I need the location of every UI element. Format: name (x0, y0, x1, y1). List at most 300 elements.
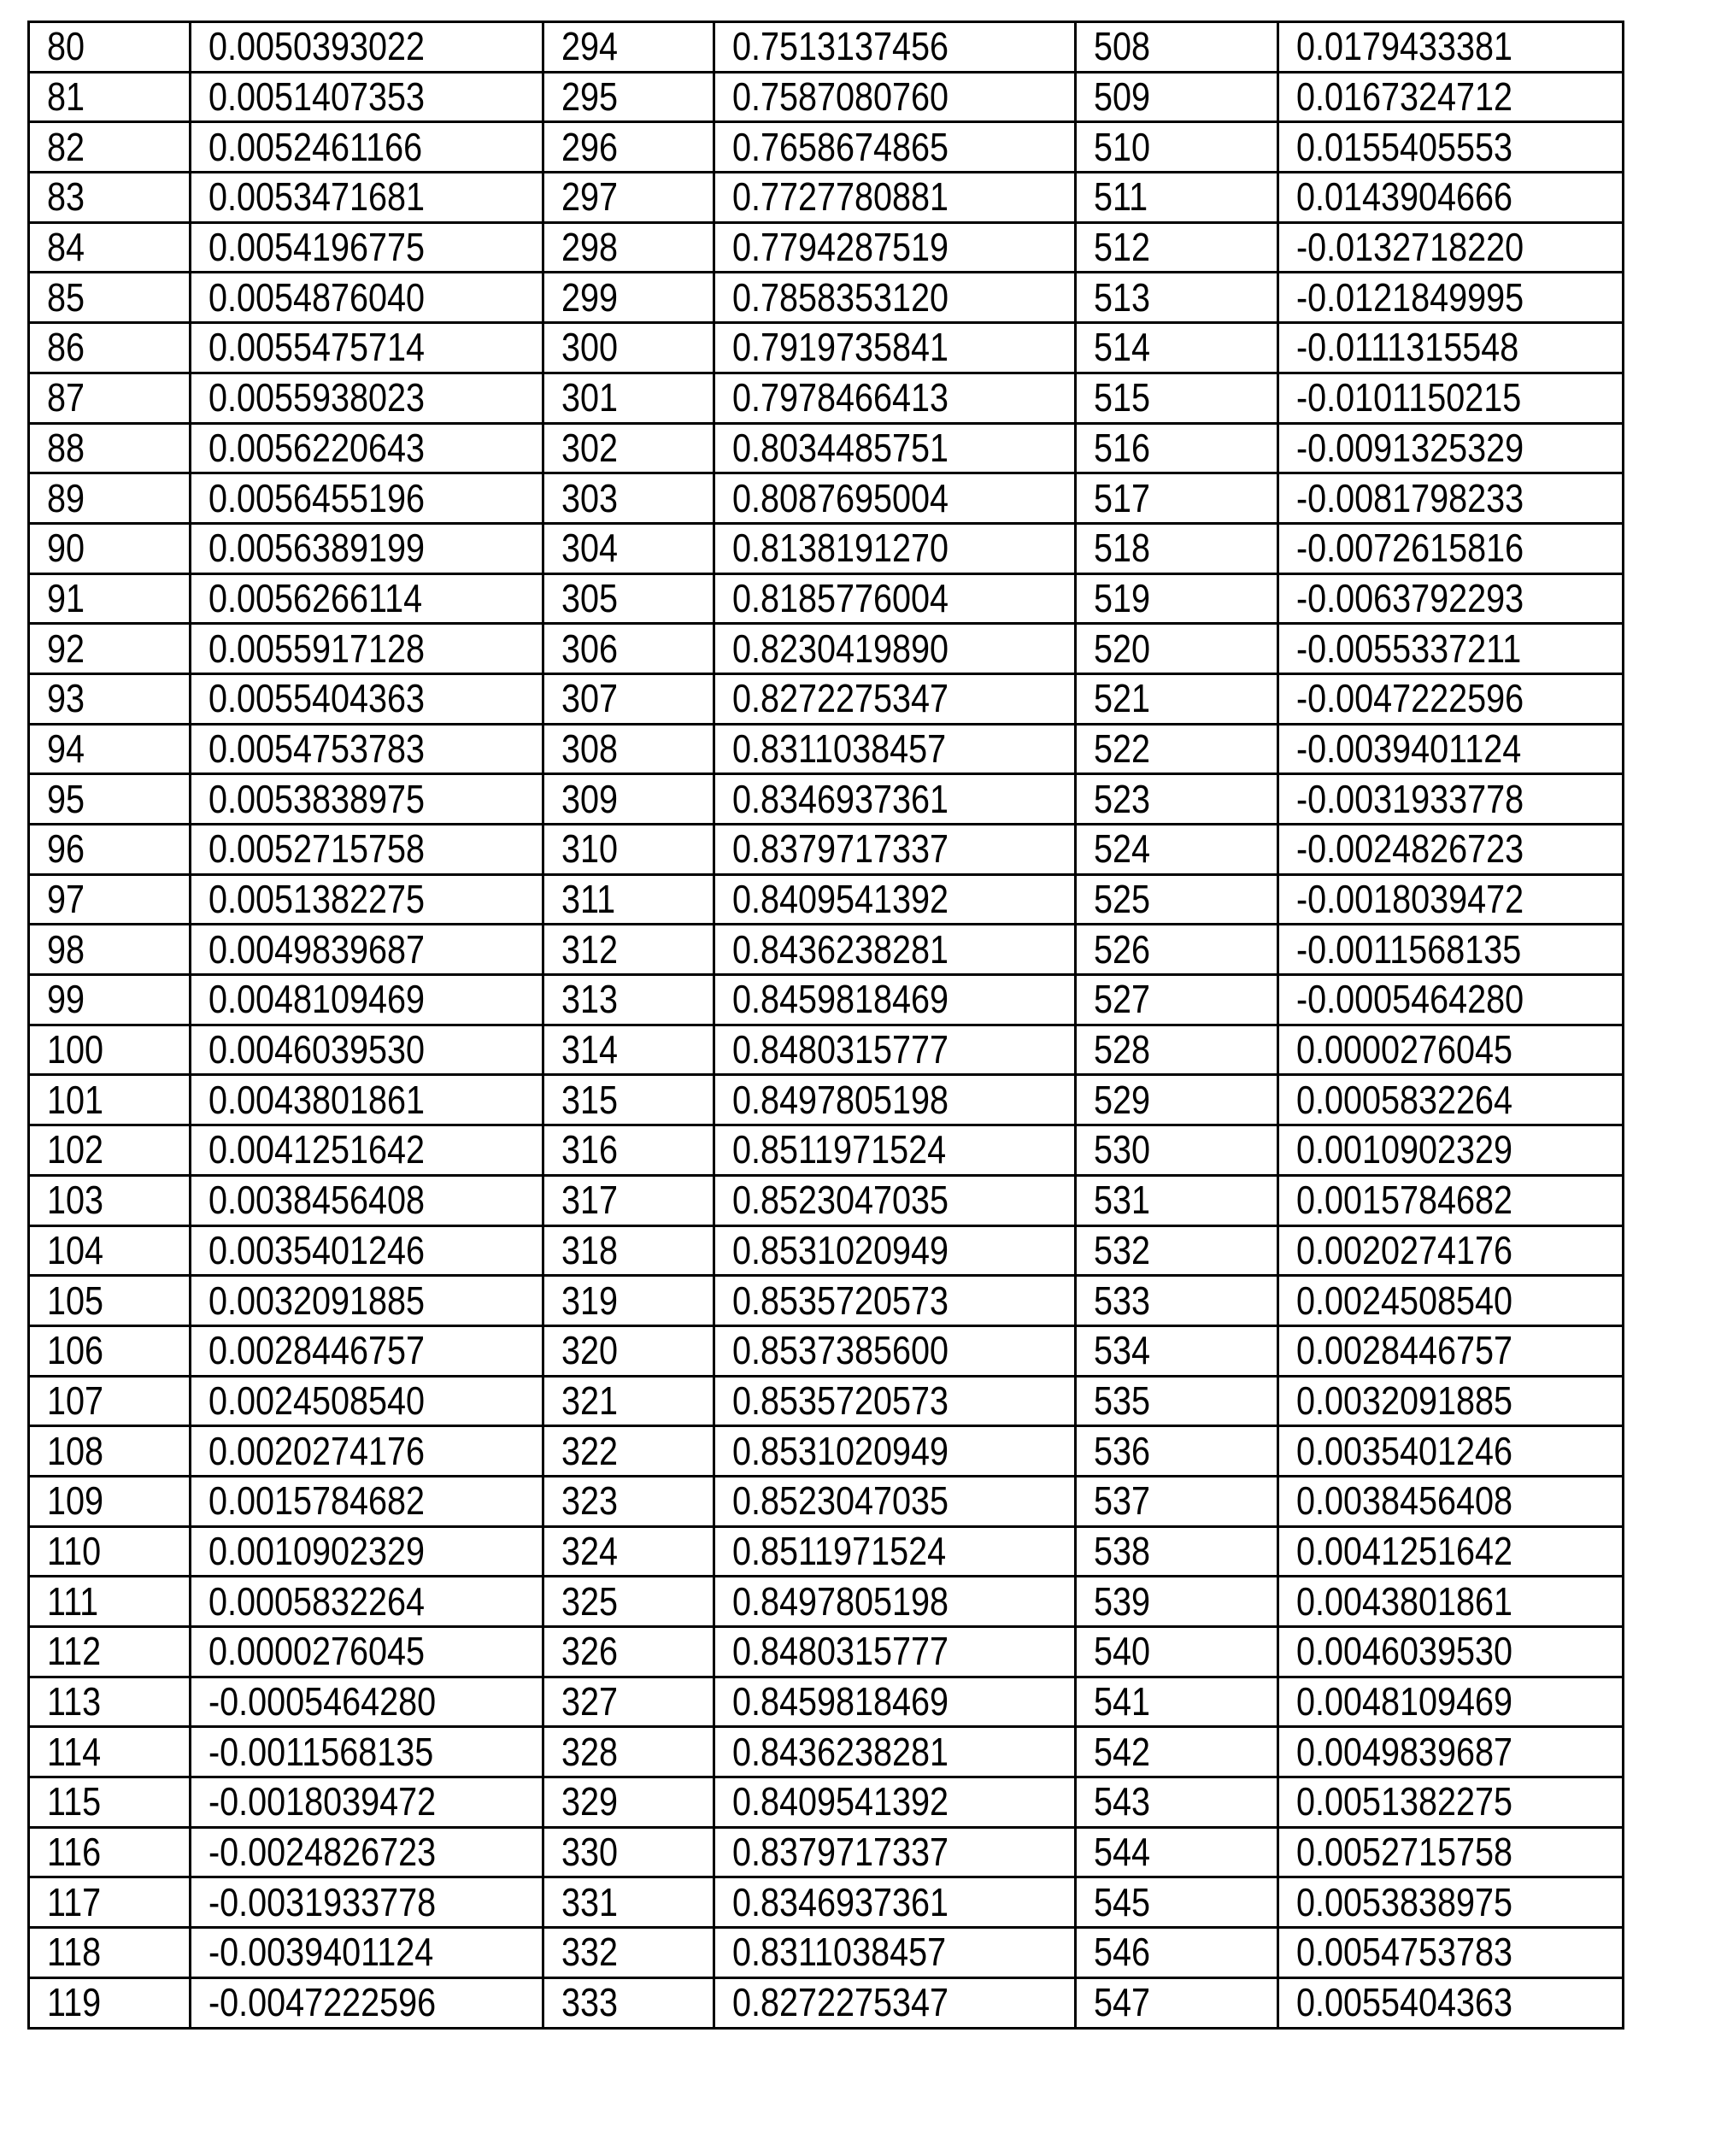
cell-text: 0.0024508540 (1296, 1278, 1513, 1323)
index-cell (543, 72, 714, 122)
cell-text: 95 (47, 776, 85, 821)
index-cell (1076, 22, 1278, 73)
cell-text: -0.0055337211 (1296, 626, 1522, 671)
cell-text: 530 (1094, 1127, 1151, 1172)
coefficient-cell (191, 1577, 543, 1627)
coefficient-cell (191, 573, 543, 624)
index-cell (1076, 1777, 1278, 1828)
cell-text: 322 (561, 1428, 619, 1473)
index-cell (1076, 1827, 1278, 1877)
coefficient-cell (191, 724, 543, 774)
cell-text: -0.0039401124 (1296, 726, 1522, 771)
coefficient-cell (1278, 1877, 1624, 1928)
cell-text: 82 (47, 124, 85, 169)
cell-text: 304 (561, 526, 619, 571)
cell-text: 0.8535720573 (732, 1278, 949, 1323)
cell-text: 0.0155405553 (1296, 124, 1513, 169)
index-cell (1076, 423, 1278, 473)
cell-text: 0.8511971524 (732, 1127, 947, 1172)
cell-text: -0.0101150215 (1296, 375, 1522, 420)
cell-text: 0.0015784682 (209, 1478, 426, 1524)
index-cell (1076, 1125, 1278, 1176)
cell-text: 302 (561, 425, 619, 470)
cell-text: 539 (1094, 1578, 1151, 1624)
table-row (29, 1476, 1624, 1526)
cell-text: -0.0111315548 (1296, 325, 1519, 370)
coefficient-cell (714, 523, 1076, 573)
index-cell (29, 774, 191, 825)
cell-text: 303 (561, 475, 619, 520)
coefficient-cell (191, 1977, 543, 2028)
cell-text: 97 (47, 877, 85, 922)
coefficient-cell (191, 1777, 543, 1828)
coefficient-cell (191, 624, 543, 674)
coefficient-cell (714, 624, 1076, 674)
cell-text: 0.0032091885 (209, 1278, 426, 1323)
cell-text: -0.0018039472 (1296, 877, 1524, 922)
cell-text: 0.8034485751 (732, 425, 949, 470)
cell-text: 0.8311038457 (732, 726, 947, 771)
index-cell (29, 1526, 191, 1577)
cell-text: 0.8436238281 (732, 926, 949, 972)
index-cell (543, 1276, 714, 1326)
table-row (29, 975, 1624, 1025)
cell-text: 104 (47, 1227, 104, 1272)
cell-text: 113 (47, 1679, 102, 1724)
coefficient-cell (1278, 72, 1624, 122)
cell-text: 88 (47, 425, 85, 470)
cell-text: 119 (47, 1980, 102, 2025)
cell-text: 309 (561, 776, 619, 821)
cell-text: 87 (47, 375, 85, 420)
coefficient-cell (1278, 1577, 1624, 1627)
index-cell (543, 473, 714, 524)
index-cell (543, 925, 714, 975)
cell-text: 0.0053471681 (209, 174, 426, 220)
cell-text: 300 (561, 325, 619, 370)
cell-text: 545 (1094, 1879, 1151, 1924)
coefficient-cell (714, 925, 1076, 975)
cell-text: 0.8497805198 (732, 1077, 949, 1122)
cell-text: 524 (1094, 826, 1151, 872)
cell-text: 0.8272275347 (732, 676, 949, 721)
cell-text: 525 (1094, 877, 1151, 922)
coefficient-cell (714, 373, 1076, 423)
cell-text: 301 (561, 375, 619, 420)
cell-text: -0.0039401124 (209, 1930, 434, 1975)
cell-text: 298 (561, 225, 619, 270)
cell-text: 528 (1094, 1027, 1151, 1072)
index-cell (543, 1426, 714, 1477)
index-cell (543, 1677, 714, 1727)
coefficient-cell (1278, 1727, 1624, 1777)
cell-text: -0.0132718220 (1296, 225, 1524, 270)
cell-text: 317 (561, 1178, 619, 1223)
coefficient-cell (191, 874, 543, 925)
coefficient-cell (191, 1426, 543, 1477)
coefficient-cell (191, 1727, 543, 1777)
index-cell (543, 222, 714, 273)
cell-text: 527 (1094, 977, 1151, 1022)
coefficient-cell (1278, 1276, 1624, 1326)
coefficient-cell (191, 1376, 543, 1426)
coefficient-cell (1278, 173, 1624, 223)
coefficient-cell (1278, 1928, 1624, 1978)
cell-text: 529 (1094, 1077, 1151, 1122)
coefficient-cell (191, 1877, 543, 1928)
cell-text: 108 (47, 1428, 104, 1473)
index-cell (543, 975, 714, 1025)
cell-text: 297 (561, 174, 619, 220)
cell-text: -0.0072615816 (1296, 526, 1524, 571)
coefficient-cell (191, 1276, 543, 1326)
table-row (29, 1325, 1624, 1376)
cell-text: 0.0055938023 (209, 375, 426, 420)
coefficient-cell (191, 22, 543, 73)
cell-text: 533 (1094, 1278, 1151, 1323)
table-row (29, 1225, 1624, 1276)
index-cell (1076, 1376, 1278, 1426)
index-cell (543, 573, 714, 624)
table-row (29, 1276, 1624, 1326)
cell-text: -0.0081798233 (1296, 475, 1524, 520)
cell-text: 518 (1094, 526, 1151, 571)
index-cell (29, 1376, 191, 1426)
index-cell (29, 874, 191, 925)
coefficient-cell (191, 1325, 543, 1376)
table-row (29, 273, 1624, 323)
cell-text: 0.0053838975 (1296, 1879, 1513, 1924)
index-cell (543, 1125, 714, 1176)
cell-text: 325 (561, 1578, 619, 1624)
index-cell (543, 523, 714, 573)
coefficient-cell (714, 1827, 1076, 1877)
coefficient-cell (714, 1075, 1076, 1125)
cell-text: 537 (1094, 1478, 1151, 1524)
coefficient-cell (191, 323, 543, 373)
cell-text: -0.0024826723 (209, 1830, 437, 1875)
cell-text: 0.0041251642 (209, 1127, 426, 1172)
cell-text: 0.0055404363 (1296, 1980, 1513, 2025)
coefficient-cell (191, 673, 543, 724)
coefficient-cell (191, 925, 543, 975)
cell-text: 98 (47, 926, 85, 972)
index-cell (543, 1977, 714, 2028)
cell-text: 116 (47, 1830, 102, 1875)
coefficient-cell (191, 473, 543, 524)
coefficient-cell (1278, 22, 1624, 73)
coefficient-cell (1278, 774, 1624, 825)
index-cell (1076, 523, 1278, 573)
coefficient-cell (1278, 1426, 1624, 1477)
index-cell (543, 22, 714, 73)
cell-text: 84 (47, 225, 85, 270)
cell-text: 509 (1094, 74, 1151, 120)
cell-text: 332 (561, 1930, 619, 1975)
cell-text: 333 (561, 1980, 619, 2025)
coefficient-cell (191, 122, 543, 173)
coefficient-cell (191, 1476, 543, 1526)
cell-text: 515 (1094, 375, 1151, 420)
cell-text: 102 (47, 1127, 104, 1172)
index-cell (543, 673, 714, 724)
cell-text: 534 (1094, 1328, 1151, 1373)
cell-text: -0.0031933778 (1296, 776, 1524, 821)
cell-text: 0.0054196775 (209, 225, 426, 270)
cell-text: 0.8409541392 (732, 877, 949, 922)
index-cell (1076, 323, 1278, 373)
table-row (29, 774, 1624, 825)
cell-text: 114 (47, 1729, 102, 1774)
cell-text: -0.0024826723 (1296, 826, 1524, 872)
index-cell (543, 774, 714, 825)
cell-text: 532 (1094, 1227, 1151, 1272)
cell-text: 0.0051382275 (209, 877, 426, 922)
coefficient-cell (1278, 122, 1624, 173)
cell-text: 526 (1094, 926, 1151, 972)
cell-text: 0.0005832264 (209, 1578, 426, 1624)
coefficient-cell (191, 1225, 543, 1276)
coefficient-cell (191, 975, 543, 1025)
index-cell (29, 222, 191, 273)
cell-text: 101 (47, 1077, 104, 1122)
table-row (29, 624, 1624, 674)
table-row (29, 825, 1624, 875)
table-row (29, 1175, 1624, 1225)
index-cell (1076, 1276, 1278, 1326)
index-cell (543, 423, 714, 473)
index-cell (1076, 1627, 1278, 1677)
coefficient-cell (1278, 1827, 1624, 1877)
index-cell (543, 122, 714, 173)
cell-text: 327 (561, 1679, 619, 1724)
coefficient-cell (1278, 1225, 1624, 1276)
table-row (29, 1376, 1624, 1426)
cell-text: 99 (47, 977, 85, 1022)
cell-text: 320 (561, 1328, 619, 1373)
index-cell (1076, 1928, 1278, 1978)
coefficient-cell (714, 724, 1076, 774)
coefficient-cell (191, 825, 543, 875)
index-cell (1076, 624, 1278, 674)
coefficient-cell (714, 1727, 1076, 1777)
cell-text: 314 (561, 1027, 619, 1072)
index-cell (1076, 1426, 1278, 1477)
cell-text: 296 (561, 124, 619, 169)
cell-text: 0.0052715758 (1296, 1830, 1513, 1875)
coefficient-cell (714, 22, 1076, 73)
coefficient-cell (1278, 523, 1624, 573)
cell-text: 0.0010902329 (1296, 1127, 1513, 1172)
cell-text: 319 (561, 1278, 619, 1323)
cell-text: 0.8537385600 (732, 1328, 949, 1373)
index-cell (543, 1225, 714, 1276)
coefficient-cell (714, 473, 1076, 524)
coefficient-cell (714, 825, 1076, 875)
cell-text: 0.0043801861 (1296, 1578, 1513, 1624)
index-cell (543, 1928, 714, 1978)
index-cell (29, 1677, 191, 1727)
table-row (29, 473, 1624, 524)
cell-text: 0.7513137456 (732, 24, 949, 69)
cell-text: -0.0005464280 (1296, 977, 1524, 1022)
cell-text: 0.0051407353 (209, 74, 426, 120)
cell-text: 294 (561, 24, 619, 69)
cell-text: 0.0020274176 (1296, 1227, 1513, 1272)
cell-text: 0.0050393022 (209, 24, 426, 69)
index-cell (543, 825, 714, 875)
index-cell (29, 1977, 191, 2028)
cell-text: 105 (47, 1278, 104, 1323)
index-cell (543, 874, 714, 925)
coefficient-cell (1278, 1125, 1624, 1176)
cell-text: 0.0049839687 (209, 926, 426, 972)
cell-text: 0.7658674865 (732, 124, 949, 169)
coefficient-cell (714, 1325, 1076, 1376)
coefficient-cell (1278, 1325, 1624, 1376)
cell-text: 523 (1094, 776, 1151, 821)
cell-text: 0.8138191270 (732, 526, 949, 571)
coefficient-cell (714, 1225, 1076, 1276)
cell-text: 512 (1094, 225, 1151, 270)
cell-text: 0.8523047035 (732, 1478, 949, 1524)
index-cell (543, 1075, 714, 1125)
cell-text: 0.0046039530 (209, 1027, 426, 1072)
coefficient-cell (191, 1677, 543, 1727)
cell-text: 0.7587080760 (732, 74, 949, 120)
cell-text: 0.8379717337 (732, 1830, 949, 1875)
coefficient-cell (714, 1677, 1076, 1727)
table-row (29, 1025, 1624, 1075)
cell-text: 329 (561, 1779, 619, 1824)
cell-text: 81 (47, 74, 85, 120)
coefficient-cell (191, 373, 543, 423)
coefficient-cell (714, 1877, 1076, 1928)
index-cell (543, 1577, 714, 1627)
cell-text: 100 (47, 1027, 104, 1072)
cell-text: 0.8346937361 (732, 1879, 949, 1924)
index-cell (1076, 1677, 1278, 1727)
cell-text: 0.0056455196 (209, 475, 426, 520)
coefficient-cell (191, 1827, 543, 1877)
index-cell (1076, 1977, 1278, 2028)
cell-text: -0.0018039472 (209, 1779, 437, 1824)
cell-text: 331 (561, 1879, 619, 1924)
cell-text: 0.0005832264 (1296, 1077, 1513, 1122)
index-cell (543, 1877, 714, 1928)
index-cell (1076, 774, 1278, 825)
index-cell (1076, 173, 1278, 223)
coefficient-cell (714, 1376, 1076, 1426)
cell-text: 80 (47, 24, 85, 69)
cell-text: 513 (1094, 274, 1151, 320)
cell-text: 107 (47, 1378, 104, 1423)
table-row (29, 1627, 1624, 1677)
cell-text: 0.8436238281 (732, 1729, 949, 1774)
cell-text: 0.8497805198 (732, 1578, 949, 1624)
cell-text: 310 (561, 826, 619, 872)
coefficient-cell (1278, 874, 1624, 925)
cell-text: 305 (561, 575, 619, 620)
cell-text: 535 (1094, 1378, 1151, 1423)
cell-text: 0.0043801861 (209, 1077, 426, 1122)
cell-text: 508 (1094, 24, 1151, 69)
coefficient-cell (1278, 1777, 1624, 1828)
cell-text: 0.8311038457 (732, 1930, 947, 1975)
cell-text: 0.8409541392 (732, 1779, 949, 1824)
cell-text: 110 (47, 1528, 102, 1573)
index-cell (543, 1827, 714, 1877)
cell-text: 313 (561, 977, 619, 1022)
index-cell (543, 323, 714, 373)
coefficient-cell (1278, 323, 1624, 373)
cell-text: 330 (561, 1830, 619, 1875)
cell-text: 312 (561, 926, 619, 972)
cell-text: 0.0015784682 (1296, 1178, 1513, 1223)
cell-text: 89 (47, 475, 85, 520)
table-row (29, 1125, 1624, 1176)
coefficient-cell (1278, 1627, 1624, 1677)
index-cell (29, 22, 191, 73)
index-cell (1076, 72, 1278, 122)
coefficient-cell (1278, 222, 1624, 273)
index-cell (543, 1727, 714, 1777)
coefficient-cell (714, 1526, 1076, 1577)
coefficient-cell (191, 1627, 543, 1677)
index-cell (29, 673, 191, 724)
cell-text: 0.0052461166 (209, 124, 423, 169)
coefficient-cell (714, 1928, 1076, 1978)
index-cell (29, 1827, 191, 1877)
index-cell (29, 724, 191, 774)
cell-text: 0.0038456408 (209, 1178, 426, 1223)
coefficient-cell (191, 1175, 543, 1225)
cell-text: 510 (1094, 124, 1151, 169)
cell-text: 531 (1094, 1178, 1151, 1223)
cell-text: 0.8480315777 (732, 1027, 949, 1072)
index-cell (1076, 473, 1278, 524)
coefficient-cell (1278, 1476, 1624, 1526)
cell-text: 0.0035401246 (209, 1227, 426, 1272)
cell-text: 324 (561, 1528, 619, 1573)
coefficient-cell (714, 1276, 1076, 1326)
coefficient-cell (714, 222, 1076, 273)
table-row (29, 1526, 1624, 1577)
coefficient-cell (1278, 373, 1624, 423)
index-cell (1076, 975, 1278, 1025)
cell-text: -0.0011568135 (1296, 926, 1522, 972)
coefficient-cell (714, 975, 1076, 1025)
cell-text: 103 (47, 1178, 104, 1223)
coefficient-cell (714, 423, 1076, 473)
coefficient-cell (191, 72, 543, 122)
index-cell (29, 825, 191, 875)
coefficient-cell (714, 1476, 1076, 1526)
cell-text: 544 (1094, 1830, 1151, 1875)
cell-text: 0.0055475714 (209, 325, 426, 370)
coefficient-cell (714, 1025, 1076, 1075)
table-row (29, 1977, 1624, 2028)
coefficient-cell (714, 122, 1076, 173)
cell-text: 0.0041251642 (1296, 1528, 1513, 1573)
cell-text: 0.0179433381 (1296, 24, 1513, 69)
index-cell (29, 925, 191, 975)
table-row (29, 1075, 1624, 1125)
cell-text: 328 (561, 1729, 619, 1774)
index-cell (1076, 925, 1278, 975)
coefficient-cell (191, 1928, 543, 1978)
coefficient-cell (1278, 724, 1624, 774)
